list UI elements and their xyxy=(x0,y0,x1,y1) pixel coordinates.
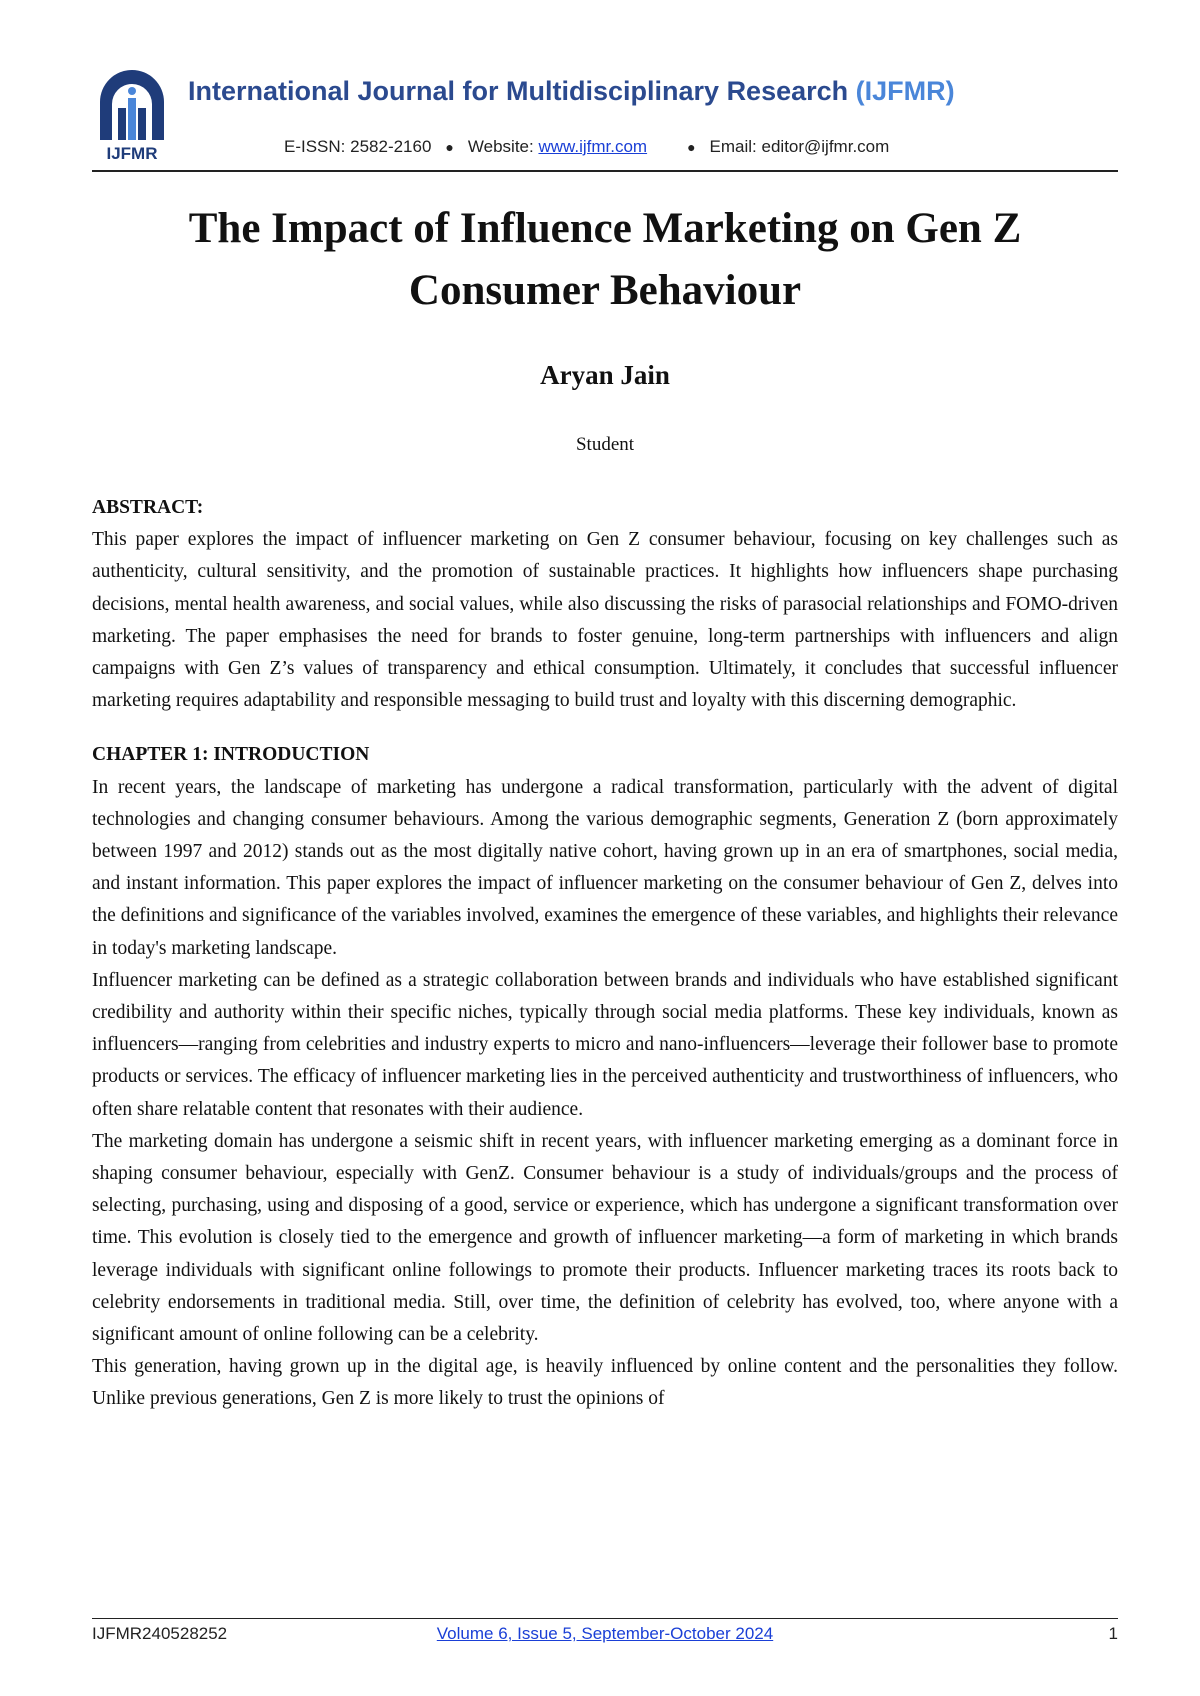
author-name: Aryan Jain xyxy=(540,360,670,390)
body-paragraph: Influencer marketing can be defined as a strategic collaboration between brands and individuals who have established significant credibility and authority within their specific niches, typically through social media platforms. These key individuals, known as influencers—ranging from celebrities and industry experts to micro and nano-influencers—leverage their follower base to promote products or services. The efficacy of influencer marketing lies in the perceived authenticity and trustworthiness of influencers, who often share relatable content that resonates with their audience. xyxy=(92,969,1118,1120)
email: Email: editor@ijfmr.com xyxy=(709,137,890,156)
website-label: Website: xyxy=(467,137,539,156)
bullet-separator: ● xyxy=(687,139,696,155)
body-paragraph: In recent years, the landscape of marketing has undergone a radical transformation, particularly with the advent of digital technologies and changing consumer behaviours. Among the various demographic segments, Generation Z (born approximately between 1997 and 2012) stands out as the most digitally native cohort, having grown up in an era of smartphones, social media, and instant information. This paper explores the impact of influencer marketing on the consumer behaviour of Gen Z, delves into the definitions and significance of the variables involved, examines the emergence of these variables, and highlights their relevance in today's marketing landscape. xyxy=(92,776,1118,959)
journal-logo-mark xyxy=(92,68,172,148)
bullet-separator: ● xyxy=(445,139,454,155)
paper-title xyxy=(92,198,1118,322)
abstract-heading: ABSTRACT: xyxy=(92,497,204,518)
header-divider xyxy=(92,170,1118,172)
author-affiliation: Student xyxy=(575,434,635,455)
journal-abbr: (IJFMR) xyxy=(855,76,955,106)
paper-body xyxy=(92,492,1118,1416)
journal-name xyxy=(188,76,955,107)
journal-contact-line xyxy=(284,137,889,157)
journal-logo xyxy=(92,68,172,163)
page-number: 1 xyxy=(1108,1624,1118,1643)
paper-title-line-2: Consumer Behaviour xyxy=(408,267,802,314)
volume-link[interactable]: Volume 6, Issue 5, September-October 2024 xyxy=(436,1624,774,1643)
paper-title-line-1: The Impact of Influence Marketing on Gen Z xyxy=(188,205,1022,252)
article-id: IJFMR240528252 xyxy=(92,1624,228,1643)
footer-divider xyxy=(92,1618,1118,1619)
journal-name-text: International Journal for Multidisciplinary Research xyxy=(188,76,849,106)
logo-text: IJFMR xyxy=(106,144,158,163)
journal-header xyxy=(92,64,1118,174)
volume-info xyxy=(92,1624,1118,1644)
abstract-text: This paper explores the impact of influencer marketing on Gen Z consumer behaviour, focusing on key challenges such as authenticity, cultural sensitivity, and the promotion of sustainable practices. It highlights how influencers shape purchasing decisions, mental health awareness, and social values, while also discussing the risks of parasocial relationships and FOMO-driven marketing. The paper emphasises the need for brands to foster genuine, long-term partnerships with influencers and align campaigns with Gen Z’s values of transparency and ethical consumption. Ultimately, it concludes that successful influencer marketing requires adaptability and responsible messaging to build trust and loyalty with this discerning demographic. xyxy=(92,529,1118,712)
body-paragraph: The marketing domain has undergone a seismic shift in recent years, with influencer marketing emerging as a dominant force in shaping consumer behaviour, especially with GenZ. Consumer behaviour is a study of individuals/groups and the process of selecting, purchasing, using and disposing of a good, service or experience, which has undergone a significant transformation over time. This evolution is closely tied to the emergence and growth of influencer marketing—a form of marketing in which brands leverage individuals with significant online followings to promote their products. Influencer marketing traces its roots back to celebrity endorsements in traditional media. Still, over time, the definition of celebrity has evolved, too, where anyone with a significant amount of online following can be a celebrity. xyxy=(92,1130,1118,1346)
eissn: E-ISSN: 2582-2160 xyxy=(284,137,432,156)
chapter-heading: CHAPTER 1: INTRODUCTION xyxy=(92,744,370,766)
section-gap xyxy=(92,717,1118,739)
page-footer xyxy=(92,1624,1118,1648)
website-link[interactable]: www.ijfmr.com xyxy=(538,137,648,156)
body-paragraph: This generation, having grown up in the digital age, is heavily influenced by online content and the personalities they follow. Unlike previous generations, Gen Z is more likely to trust the opinions of xyxy=(92,1356,1118,1410)
